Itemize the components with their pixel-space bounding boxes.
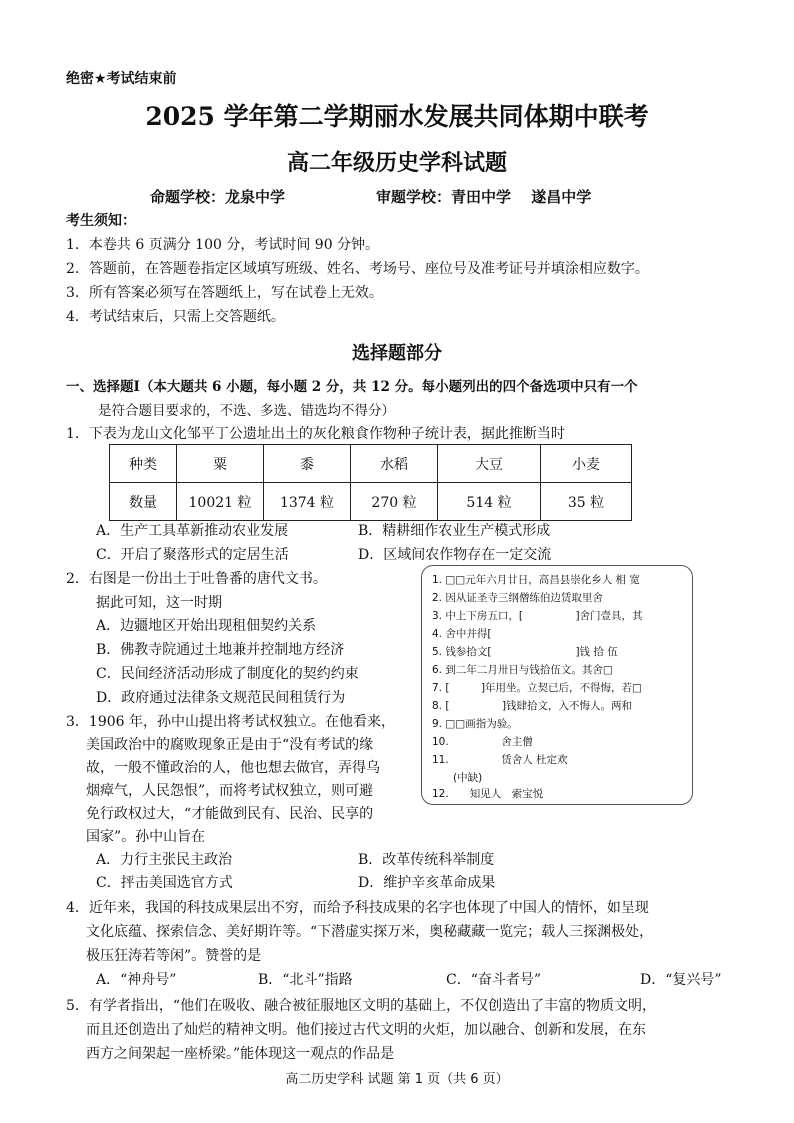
q1-stem: 1．下表为龙山文化邹平丁公遗址出土的灰化粮食作物种子统计表，据此推断当时 — [66, 426, 565, 442]
q5-line: 西方之间架起一座桥梁。”能体现这一观点的作品是 — [86, 1046, 395, 1062]
table-cell: 水稻 — [351, 445, 438, 483]
q2-stem-2: 据此可知，这一时期 — [96, 595, 222, 611]
q2-stem: 2．右图是一份出土于吐鲁番的唐代文书。 — [66, 571, 327, 587]
q4-line: 文化底蕴、探索信念、美好期许等。“下潜虚实探万米，奥秘藏藏一览完；载人三探渊极处， — [86, 924, 654, 940]
q4-line: 4．近年来，我国的科技成果层出不穷，而给予科技成果的名字也体现了中国人的情怀，如呈现 — [66, 900, 649, 916]
q1-option-a: A．生产工具革新推动农业发展 — [96, 523, 289, 539]
section-instr-line1: 一、选择题Ⅰ（本大题共 6 小题，每小题 2 分，共 12 分。每小题列出的四个备选项中只有一个 — [66, 379, 638, 395]
table-cell: 35 粒 — [541, 483, 632, 521]
q4-line: 极压狂涛若等闲”。赞誉的是 — [86, 948, 262, 964]
table-header-row — [110, 445, 632, 483]
document-line: (中缺) — [432, 772, 483, 784]
q3-line: 免行政权过大，“才能做到民有、民治、民享的 — [86, 806, 374, 822]
document-line: 12. 知见人 索宝悦 — [432, 788, 544, 800]
document-line: 7. [ ]年用坐。立契已后，不得悔，若□ — [432, 682, 642, 694]
q2-option-c: C．民间经济活动形成了制度化的契约约束 — [96, 666, 359, 682]
notice-item: 1．本卷共 6 页满分 100 分，考试时间 90 分钟。 — [66, 237, 380, 253]
table-cell: 大豆 — [438, 445, 541, 483]
table-cell: 粟 — [177, 445, 264, 483]
q3-option-a: A．力行主张民主政治 — [96, 852, 233, 868]
table-row — [110, 483, 632, 521]
q3-option-c: C．抨击美国选官方式 — [96, 875, 233, 891]
section-title: 选择题部分 — [352, 343, 442, 364]
reviewer-school: 审题学校：青田中学 遂昌中学 — [376, 188, 592, 206]
q4-option-a: A．“神舟号” — [96, 972, 177, 988]
q1-option-c: C．开启了聚落形式的定居生活 — [96, 547, 289, 563]
proposer-school: 命题学校：龙泉中学 — [150, 188, 286, 206]
notice-item: 3．所有答案必须写在答题纸上，写在试卷上无效。 — [66, 285, 383, 301]
section-instr-line2: 是符合题目要求的，不选、多选、错选均不得分） — [98, 403, 395, 419]
document-line: 1. □□元年六月廿日，高昌县崇化乡人 相 宽 — [432, 574, 640, 586]
document-line: 5. 钱参拾文[ ]钱 拾 伍 — [432, 646, 618, 658]
table-cell: 黍 — [264, 445, 351, 483]
document-line: 3. 中上下房五口，[ ]舍门壹具，其 — [432, 610, 643, 622]
notice-item: 4．考试结束后，只需上交答题纸。 — [66, 309, 285, 325]
q3-line: 烟瘴气，人民怨恨”，而将考试权独立，则可避 — [86, 783, 374, 799]
notice-item: 2．答题前，在答题卷指定区域填写班级、姓名、考场号、座位号及准考证号并填涂相应数字。 — [66, 261, 649, 277]
exam-subtitle: 高二年级历史学科试题 — [286, 150, 507, 176]
document-line: 9. □□画指为验。 — [432, 718, 518, 730]
q4-option-d: D．“复兴号” — [640, 972, 722, 988]
table-cell: 种类 — [110, 445, 177, 483]
document-line: 8. [ ]钱肆拾文，入不悔人。两和 — [432, 700, 633, 712]
q4-option-c: C．“奋斗者号” — [446, 972, 542, 988]
table-cell: 270 粒 — [351, 483, 438, 521]
q1-option-b: B．精耕细作农业生产模式形成 — [358, 523, 551, 539]
q2-option-d: D．政府通过法律条文规范民间租赁行为 — [96, 690, 346, 706]
seed-statistics-table — [109, 444, 632, 521]
document-line: 10. 舍主僧 — [432, 736, 533, 748]
document-line: 2. 因从证圣寺三纲僧练伯边赁取里舍 — [432, 592, 603, 604]
notice-heading: 考生须知： — [66, 213, 136, 229]
q3-line: 美国政治中的腐败现象正是由于“没有考试的缘 — [86, 737, 374, 753]
table-cell: 514 粒 — [438, 483, 541, 521]
table-cell: 10021 粒 — [177, 483, 264, 521]
document-line: 11. 赁舍人 杜定欢 — [432, 754, 568, 766]
table-cell: 数量 — [110, 483, 177, 521]
document-line: 6. 到二年二月卅日与钱拾伍文。其舍□ — [432, 664, 613, 676]
confidential-mark: 绝密★考试结束前 — [66, 71, 177, 87]
q3-line: 国家”。孙中山旨在 — [86, 829, 206, 845]
table-cell: 1374 粒 — [264, 483, 351, 521]
q3-option-b: B．改革传统科举制度 — [358, 852, 495, 868]
q3-line: 故，一般不懂政治的人，他也想去做官，弄得乌 — [86, 760, 380, 776]
page-footer: 高二历史学科 试题 第 1 页（共 6 页） — [285, 1072, 509, 1087]
table-cell: 小麦 — [541, 445, 632, 483]
q1-option-d: D．区域间农作物存在一定交流 — [358, 547, 552, 563]
exam-title: 2025 学年第二学期丽水发展共同体期中联考 — [145, 102, 649, 131]
q2-option-b: B．佛教寺院通过土地兼并控制地方经济 — [96, 642, 345, 658]
section-instructions — [66, 375, 638, 395]
q5-line: 而且还创造出了灿烂的精神文明。他们接过古代文明的火炬，加以融合、创新和发展，在东 — [86, 1022, 646, 1038]
q3-line: 3．1906 年，孙中山提出将考试权独立。在他看来， — [66, 714, 395, 730]
q5-line: 5．有学者指出，“他们在吸收、融合被征服地区文明的基础上，不仅创造出了丰富的物质文明， — [66, 998, 657, 1014]
q3-option-d: D．维护辛亥革命成果 — [358, 875, 496, 891]
tang-contract-document — [421, 565, 693, 805]
document-line: 4. 舍中并得[ — [432, 628, 492, 640]
q4-option-b: B．“北斗”指路 — [258, 972, 353, 988]
q2-option-a: A．边疆地区开始出现租佃契约关系 — [96, 618, 317, 634]
